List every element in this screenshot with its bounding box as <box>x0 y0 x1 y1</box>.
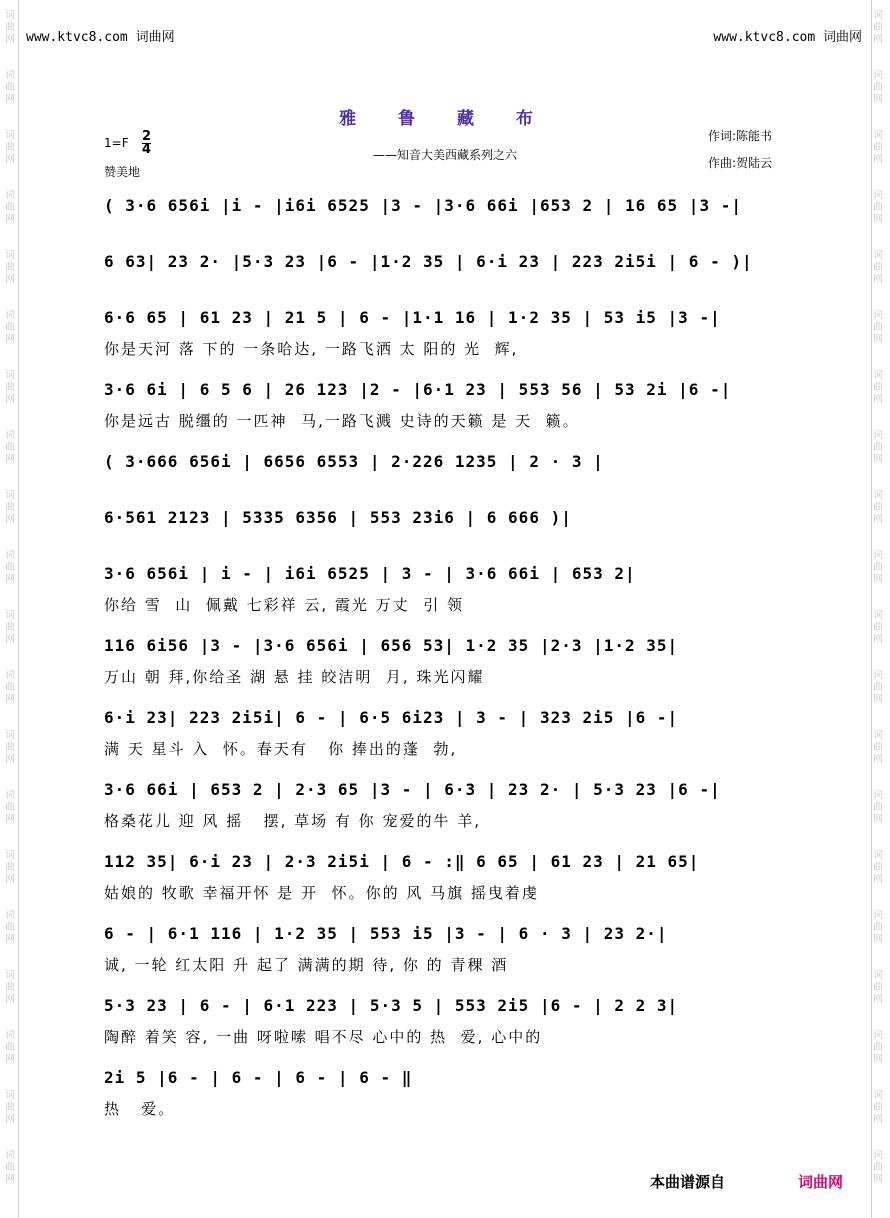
watermark-text: 词 曲 网 <box>5 250 15 285</box>
watermark-text: 词 曲 网 <box>5 1090 15 1125</box>
watermark-text: 词 曲 网 <box>873 850 883 885</box>
watermark-text: 词 曲 网 <box>873 550 883 585</box>
watermark-text: 词 曲 网 <box>873 970 883 1005</box>
time-signature-top: 2 <box>142 129 152 144</box>
composer-credit: 作曲:贺陆云 <box>708 156 773 170</box>
watermark-text: 词 曲 网 <box>5 790 15 825</box>
site-url-right[interactable]: www.ktvc8.com 词曲网 <box>713 30 862 45</box>
score-notes-line: 112 35| 6·i 23 | 2·3 2i5i | 6 - :‖ 6 65 | 61 23 | 21 65| <box>104 852 700 871</box>
lyrics-line: 你给 雪 山 佩戴 七彩祥 云, 霞光 万丈 引 领 <box>104 596 464 614</box>
watermark-text: 词 曲 网 <box>5 670 15 705</box>
watermark-text: 词 曲 网 <box>5 490 15 525</box>
watermark-text: 词 曲 网 <box>873 310 883 345</box>
time-signature-bottom: 4 <box>142 142 152 157</box>
score-notes-line: ( 3·6 656i |i - |i6i 6525 |3 - |3·6 66i |653 2 | 16 65 |3 -| <box>104 196 742 215</box>
score-notes-line: 3·6 656i | i - | i6i 6525 | 3 - | 3·6 66i | 653 2| <box>104 564 636 583</box>
watermark-text: 词 曲 网 <box>5 850 15 885</box>
watermark-text: 词 曲 网 <box>5 430 15 465</box>
watermark-text: 词 曲 网 <box>5 1030 15 1065</box>
watermark-text: 词 曲 网 <box>5 10 15 45</box>
watermark-text: 词 曲 网 <box>873 610 883 645</box>
brand-link[interactable]: 词曲网 <box>798 1173 844 1191</box>
lyrics-line: 格桑花儿 迎 风 摇 摆, 草场 有 你 宠爱的牛 羊, <box>104 812 481 830</box>
watermark-text: 词 曲 网 <box>873 490 883 525</box>
watermark-text: 词 曲 网 <box>873 670 883 705</box>
watermark-text: 词 曲 网 <box>5 190 15 225</box>
watermark-text: 词 曲 网 <box>5 910 15 945</box>
score-notes-line: ( 3·666 656i | 6656 6553 | 2·226 1235 | 2 · 3 | <box>104 452 604 471</box>
watermark-text: 词 曲 网 <box>5 1150 15 1185</box>
key-signature: 1=F <box>104 136 129 150</box>
source-label: 本曲谱源自 <box>650 1173 726 1191</box>
watermark-text: 词 曲 网 <box>873 430 883 465</box>
score-notes-line: 6 63| 23 2· |5·3 23 |6 - |1·2 35 | 6·i 23 | 223 2i5i | 6 - )| <box>104 252 753 271</box>
watermark-text: 词 曲 网 <box>873 1030 883 1065</box>
watermark-text: 词 曲 网 <box>5 610 15 645</box>
watermark-text: 词 曲 网 <box>873 70 883 105</box>
watermark-text: 词 曲 网 <box>5 370 15 405</box>
watermark-text: 词 曲 网 <box>5 310 15 345</box>
watermark-text: 词 曲 网 <box>5 70 15 105</box>
lyrics-line: 万山 朝 拜,你给圣 湖 悬 挂 皎洁明 月, 珠光闪耀 <box>104 668 485 686</box>
score-notes-line: 5·3 23 | 6 - | 6·1 223 | 5·3 5 | 553 2i5 |6 - | 2 2 3| <box>104 996 679 1015</box>
watermark-text: 词 曲 网 <box>5 130 15 165</box>
watermark-text: 词 曲 网 <box>873 1090 883 1125</box>
watermark-text: 词 曲 网 <box>873 190 883 225</box>
song-title: 雅 鲁 藏 布 <box>339 109 551 129</box>
score-notes-line: 6 - | 6·1 116 | 1·2 35 | 553 i5 |3 - | 6 · 3 | 23 2·| <box>104 924 668 943</box>
score-notes-line: 3·6 66i | 653 2 | 2·3 65 |3 - | 6·3 | 23 2· | 5·3 23 |6 -| <box>104 780 721 799</box>
site-url-left[interactable]: www.ktvc8.com 词曲网 <box>26 30 175 45</box>
watermark-text: 词 曲 网 <box>873 790 883 825</box>
lyrics-line: 姑娘的 牧歌 幸福开怀 是 开 怀。你的 风 马旗 摇曳着虔 <box>104 884 539 902</box>
lyrics-line: 你是远古 脱缰的 一匹神 马,一路飞溅 史诗的天籁 是 天 籁。 <box>104 412 580 430</box>
watermark-text: 词 曲 网 <box>873 130 883 165</box>
lyrics-line: 热 爱。 <box>104 1100 176 1118</box>
lyrics-line: 你是天河 落 下的 一条哈达, 一路飞洒 太 阳的 光 辉, <box>104 340 519 358</box>
lyrics-line: 陶醉 着笑 容, 一曲 呀啦嗦 唱不尽 心中的 热 爱, 心中的 <box>104 1028 543 1046</box>
song-subtitle: ——知音大美西藏系列之六 <box>372 148 517 162</box>
lyricist-credit: 作词:陈能书 <box>708 129 773 143</box>
time-signature <box>142 131 151 156</box>
lyrics-line: 满 天 星斗 入 怀。春天有 你 捧出的蓬 勃, <box>104 740 458 758</box>
score-notes-line: 6·6 65 | 61 23 | 21 5 | 6 - |1·1 16 | 1·2 35 | 53 i5 |3 -| <box>104 308 721 327</box>
score-notes-line: 116 6i56 |3 - |3·6 656i | 656 53| 1·2 35 |2·3 |1·2 35| <box>104 636 679 655</box>
watermark-text: 词 曲 网 <box>5 730 15 765</box>
performer: 赞美地 <box>104 165 141 179</box>
watermark-text: 词 曲 网 <box>873 370 883 405</box>
score-notes-line: 6·561 2123 | 5335 6356 | 553 23i6 | 6 666 )| <box>104 508 572 527</box>
watermark-text: 词 曲 网 <box>873 910 883 945</box>
watermark-text: 词 曲 网 <box>873 250 883 285</box>
score-notes-line: 2i 5 |6 - | 6 - | 6 - | 6 - ‖ <box>104 1068 413 1087</box>
watermark-text: 词 曲 网 <box>873 1150 883 1185</box>
score-notes-line: 3·6 6i | 6 5 6 | 26 123 |2 - |6·1 23 | 553 56 | 53 2i |6 -| <box>104 380 732 399</box>
watermark-text: 词 曲 网 <box>5 970 15 1005</box>
watermark-text: 词 曲 网 <box>5 550 15 585</box>
lyrics-line: 诚, 一轮 红太阳 升 起了 满满的期 待, 你 的 青稞 酒 <box>104 956 509 974</box>
score-notes-line: 6·i 23| 223 2i5i| 6 - | 6·5 6i23 | 3 - | 323 2i5 |6 -| <box>104 708 679 727</box>
watermark-text: 词 曲 网 <box>873 10 883 45</box>
watermark-text: 词 曲 网 <box>873 730 883 765</box>
